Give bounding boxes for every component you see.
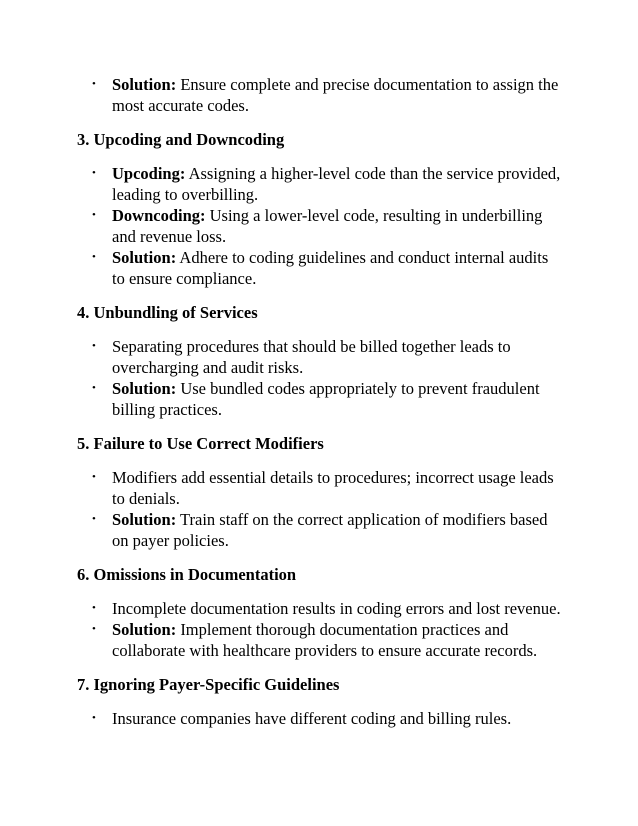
bullet-icon: •: [92, 209, 96, 221]
list-item: [0, 74, 562, 116]
bullet-icon: •: [92, 167, 96, 179]
item-lead: Solution:: [112, 510, 177, 529]
bullet-list: [0, 598, 638, 661]
item-lead: Solution:: [112, 620, 177, 639]
item-text: Use bundled codes appropriately to prevent fraudulent billing practices.: [112, 379, 540, 419]
list-item: [0, 708, 562, 729]
item-text: Ensure complete and precise documentation to assign the most accurate codes.: [112, 75, 559, 115]
list-item: [0, 378, 562, 420]
bullet-icon: •: [92, 513, 96, 525]
item-text: Modifiers add essential details to procedures; incorrect usage leads to denials.: [112, 468, 554, 508]
bullet-list: [0, 708, 638, 729]
item-text: Insurance companies have different coding and billing rules.: [112, 709, 512, 728]
bullet-icon: •: [92, 471, 96, 483]
bullet-icon: •: [92, 382, 96, 394]
section-heading: 7. Ignoring Payer-Specific Guidelines: [77, 675, 340, 694]
section-heading: 5. Failure to Use Correct Modifiers: [77, 434, 324, 453]
item-text: Separating procedures that should be billed together leads to overcharging and audit risks.: [112, 337, 511, 377]
document-page: [0, 74, 638, 729]
bullet-list: [0, 74, 638, 116]
item-text: Using a lower-level code, resulting in underbilling and revenue loss.: [112, 206, 543, 246]
bullet-icon: •: [92, 602, 96, 614]
section-heading: 4. Unbundling of Services: [77, 303, 258, 322]
item-lead: Solution:: [112, 379, 177, 398]
bullet-list: [0, 163, 638, 289]
item-lead: Downcoding:: [112, 206, 206, 225]
list-item: [0, 247, 562, 289]
list-item: [0, 619, 562, 661]
item-lead: Solution:: [112, 248, 177, 267]
bullet-icon: •: [92, 251, 96, 263]
bullet-icon: •: [92, 78, 96, 90]
item-text: Incomplete documentation results in coding errors and lost revenue.: [112, 599, 561, 618]
list-item: [0, 163, 562, 205]
item-text: Implement thorough documentation practices and collaborate with healthcare providers to ensure accurate records.: [112, 620, 538, 660]
bullet-icon: •: [92, 623, 96, 635]
list-item: [0, 509, 562, 551]
bullet-icon: •: [92, 340, 96, 352]
bullet-list: [0, 336, 638, 420]
item-lead: Solution:: [112, 75, 177, 94]
section-heading: 3. Upcoding and Downcoding: [77, 130, 285, 149]
list-item: [0, 205, 562, 247]
item-text: Train staff on the correct application of modifiers based on payer policies.: [112, 510, 548, 550]
item-text: Adhere to coding guidelines and conduct internal audits to ensure compliance.: [112, 248, 549, 288]
list-item: [0, 336, 562, 378]
bullet-list: [0, 467, 638, 551]
item-text: Assigning a higher-level code than the service provided, leading to overbilling.: [112, 164, 561, 204]
list-item: [0, 598, 562, 619]
item-lead: Upcoding:: [112, 164, 186, 183]
bullet-icon: •: [92, 712, 96, 724]
list-item: [0, 467, 562, 509]
section-heading: 6. Omissions in Documentation: [77, 565, 297, 584]
